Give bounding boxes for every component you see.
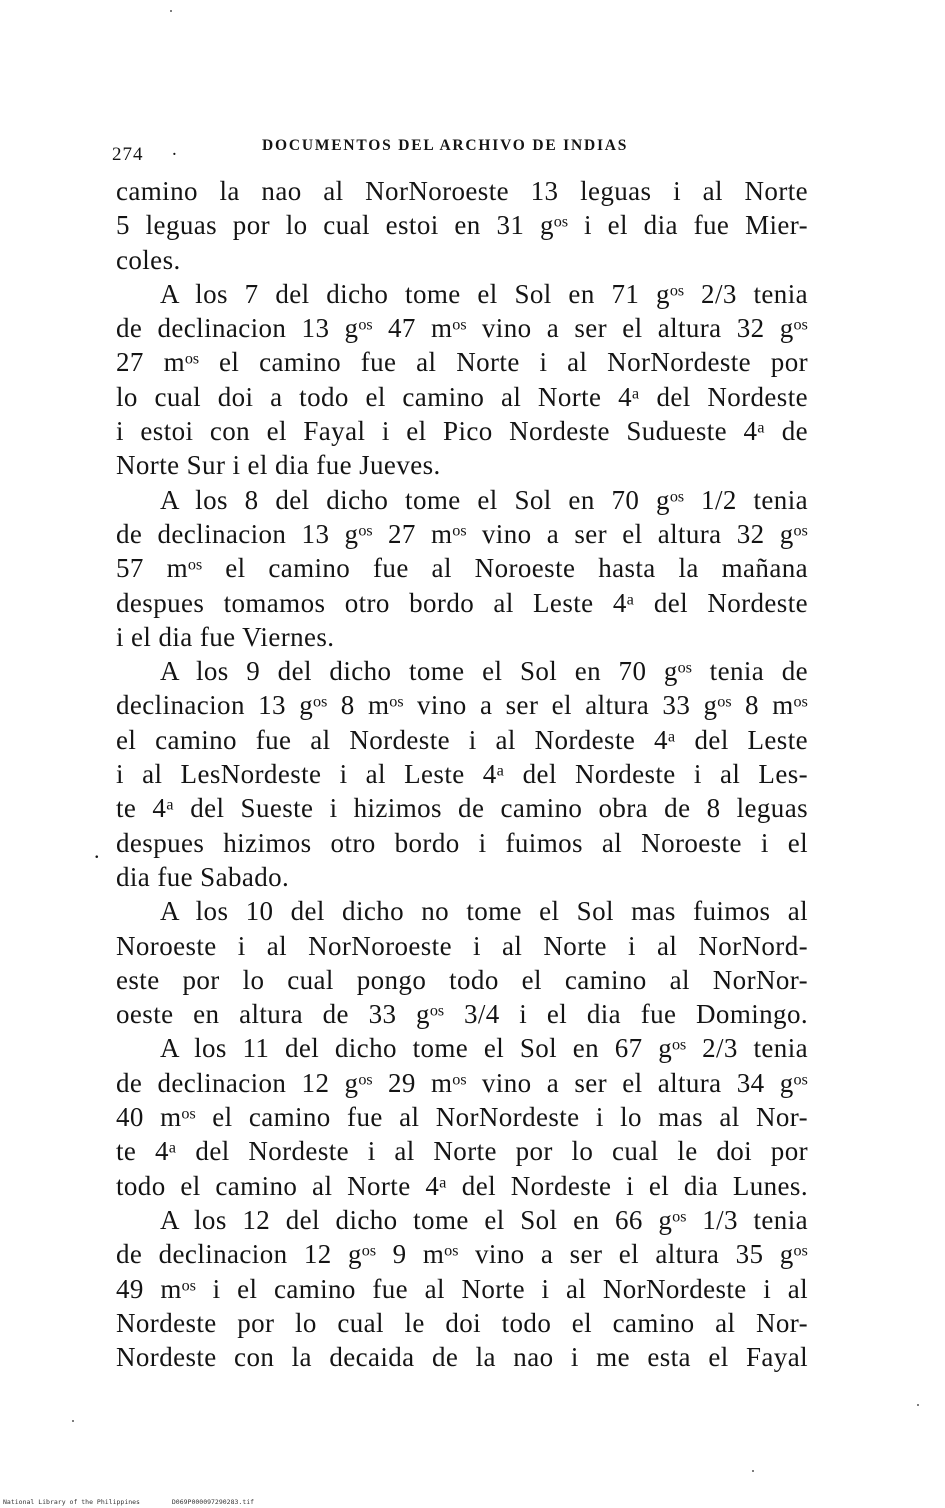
text-line: 27 mᵒˢ el camino fue al Norte i al NorNordeste por xyxy=(116,347,808,378)
scan-speck xyxy=(170,10,172,12)
text-line: Norte Sur i el dia fue Jueves. xyxy=(116,450,441,481)
running-title: DOCUMENTOS DEL ARCHIVO DE INDIAS xyxy=(262,137,629,154)
text-line: 40 mᵒˢ el camino fue al NorNordeste i lo mas al Nor- xyxy=(116,1102,808,1133)
text-line: A los 10 del dicho no tome el Sol mas fuimos al xyxy=(160,896,808,927)
text-line: de declinacion 12 gᵒˢ 29 mᵒˢ vino a ser el altura 34 gᵒˢ xyxy=(116,1067,808,1098)
text-line: A los 9 del dicho tome el Sol en 70 gᵒˢ tenia de xyxy=(160,656,808,687)
text-line: A los 12 del dicho tome el Sol en 66 gᵒˢ 1/3 tenia xyxy=(160,1204,808,1235)
text-line: Nordeste por lo cual le doi todo el camino al Nor- xyxy=(116,1307,808,1338)
text-line: dia fue Sabado. xyxy=(116,861,290,892)
header-separator: . xyxy=(172,139,177,160)
page-number: 274 xyxy=(112,144,144,165)
text-line: todo el camino al Norte 4ᵃ del Nordeste i el dia Lunes. xyxy=(116,1170,808,1201)
text-line: de declinacion 12 gᵒˢ 9 mᵒˢ vino a ser el altura 35 gᵒˢ xyxy=(116,1239,808,1270)
margin-mark: . xyxy=(94,838,100,863)
text-line: i el dia fue Viernes. xyxy=(116,621,335,652)
scan-speck xyxy=(72,1420,74,1422)
text-line: coles. xyxy=(116,244,181,275)
scan-speck xyxy=(917,1404,919,1406)
text-line: te 4ᵃ del Nordeste i al Norte por lo cual le doi por xyxy=(116,1136,808,1167)
running-head xyxy=(112,134,712,164)
text-line: i al LesNordeste i al Leste 4ᵃ del Nordeste i al Les- xyxy=(116,759,808,790)
text-line: lo cual doi a todo el camino al Norte 4ᵃ del Nordeste xyxy=(116,381,808,412)
text-line: A los 7 del dicho tome el Sol en 71 gᵒˢ 2/3 tenia xyxy=(160,278,808,309)
footer-file: D069P000097290283.tif xyxy=(171,1498,255,1506)
text-line: Noroeste i al NorNoroeste i al Norte i al NorNord- xyxy=(116,930,808,961)
scan-speck xyxy=(752,1470,754,1472)
text-line: de declinacion 13 gᵒˢ 47 mᵒˢ vino a ser el altura 32 gᵒˢ xyxy=(116,313,808,344)
text-line: A los 11 del dicho tome el Sol en 67 gᵒˢ 2/3 tenia xyxy=(160,1033,808,1064)
text-line: el camino fue al Nordeste i al Nordeste 4ᵃ del Leste xyxy=(116,724,808,755)
text-line: 5 leguas por lo cual estoi en 31 gᵒˢ i el dia fue Mier- xyxy=(116,210,808,241)
text-line: 49 mᵒˢ i el camino fue al Norte i al NorNordeste i al xyxy=(116,1273,808,1304)
scan-footer xyxy=(3,1498,282,1506)
text-line: este por lo cual pongo todo el camino al NorNor- xyxy=(116,964,808,995)
footer-library: National Library of the Philippines xyxy=(3,1498,140,1506)
body-text xyxy=(116,174,808,1374)
text-line: oeste en altura de 33 gᵒˢ 3/4 i el dia fue Domingo. xyxy=(116,999,808,1030)
text-line: camino la nao al NorNoroeste 13 leguas i al Norte xyxy=(116,176,808,206)
text-line: A los 8 del dicho tome el Sol en 70 gᵒˢ 1/2 tenia xyxy=(160,484,808,515)
text-line: te 4ᵃ del Sueste i hizimos de camino obra de 8 leguas xyxy=(116,793,808,824)
text-line: despues tomamos otro bordo al Leste 4ᵃ del Nordeste xyxy=(116,587,808,618)
text-line: 57 mᵒˢ el camino fue al Noroeste hasta la mañana xyxy=(116,553,808,584)
text-line: despues hizimos otro bordo i fuimos al Noroeste i el xyxy=(116,827,808,858)
text-line: i estoi con el Fayal i el Pico Nordeste Sudueste 4ᵃ de xyxy=(116,416,808,447)
text-line: Nordeste con la decaida de la nao i me esta el Fayal xyxy=(116,1342,808,1373)
text-line: declinacion 13 gᵒˢ 8 mᵒˢ vino a ser el altura 33 gᵒˢ 8 mᵒˢ xyxy=(116,690,808,721)
text-line: de declinacion 13 gᵒˢ 27 mᵒˢ vino a ser el altura 32 gᵒˢ xyxy=(116,518,808,549)
